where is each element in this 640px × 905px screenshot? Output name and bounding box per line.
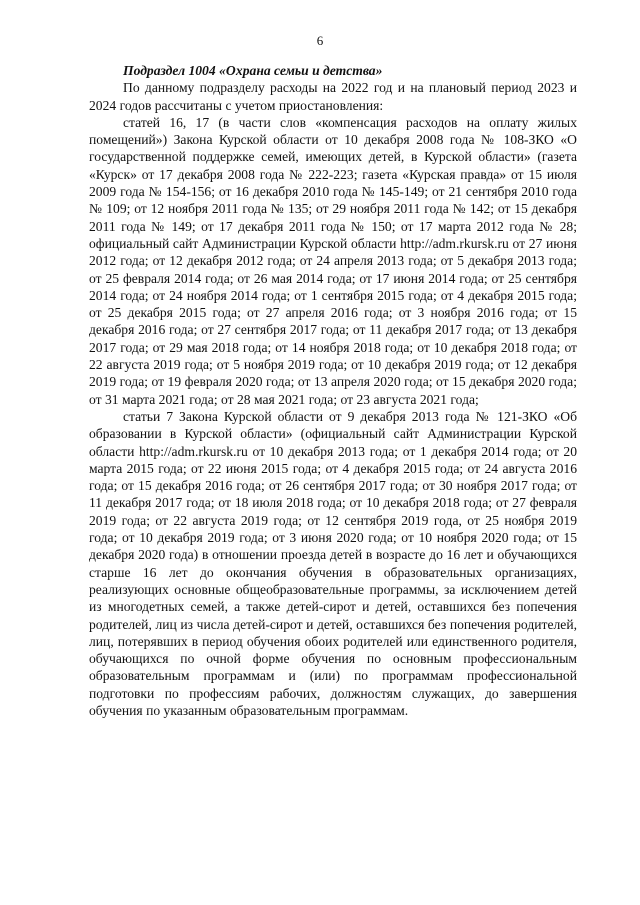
page-number: 6 [316, 33, 324, 48]
paragraph-article-7: статьи 7 Закона Курской области от 9 декабря 2013 года № 121-ЗКО «Об образовании в Курской области» (официальный сайт Администрации Курской области http://adm.rkursk.ru от 10 декабря 2013 года; от 1 декабря 2014 года; от 20 марта 2015 года; от 22 июня 2015 года; от 4 декабря 2015 года; от 24 августа 2016 года; от 15 декабря 2016 года; от 26 сентября 2017 года; от 30 ноября 2017 года; от 11 декабря 2017 года; от 18 июля 2018 года; от 10 декабря 2018 года; от 27 февраля 2019 года; от 22 августа 2019 года; от 12 сентября 2019 года, от 25 ноября 2019 года; от 10 декабря 2019 года; от 3 июня 2020 года; от 10 ноября 2020 года; от 15 декабря 2020 года) в отношении проезда детей в возрасте до 16 лет и обучающихся старше 16 лет до окончания обучения в образовательных организациях, реализующих основные общеобразовательные программы, за исключением детей из многодетных семей, а также детей-сирот и детей, оставшихся без попечения родителей, лиц из числа детей-сирот и детей, оставшихся без попечения родителей, лиц, потерявших в период обучения обоих родителей или единственного родителя, обучающихся по очной форме обучения по основным профессиональным образовательным программам и (или) по программам профессиональной подготовки по профессиям рабочих, должностям служащих, до завершения обучения по указанным образовательным программам. [89, 408, 577, 718]
paragraph-intro: По данному подразделу расходы на 2022 год и на плановый период 2023 и 2024 годов рассчитаны с учетом приостановления: [89, 80, 577, 113]
paragraph-articles-16-17: статей 16, 17 (в части слов «компенсация расходов на оплату жилых помещений») Закона Курской области от 10 декабря 2008 года № 108-ЗКО «О государственной поддержке семей, имеющих детей, в Курской области» (газета «Курск» от 17 декабря 2008 года № 222-223; газета «Курская правда» от 15 июля 2009 года № 154-156; от 16 декабря 2010 года № 145-149; от 21 сентября 2010 года № 109; от 12 ноября 2011 года № 135; от 29 ноября 2011 года № 142; от 15 декабря 2011 года № 149; от 17 декабря 2011 года № 150; от 17 марта 2012 года № 28; официальный сайт Администрации Курской области http://adm.rkursk.ru от 27 июня 2012 года; от 12 декабря 2012 года; от 24 апреля 2013 года; от 5 декабря 2013 года; от 25 февраля 2014 года; от 26 мая 2014 года; от 17 июня 2014 года; от 25 сентября 2014 года; от 24 ноября 2014 года; от 1 сентября 2015 года; от 4 декабря 2015 года; от 25 декабря 2015 года; от 27 апреля 2016 года; от 3 ноября 2016 года; от 15 декабря 2016 года; от 27 сентября 2017 года; от 11 декабря 2017 года; от 13 декабря 2017 года; от 29 мая 2018 года; от 14 ноября 2018 года; от 10 декабря 2018 года; от 22 августа 2019 года; от 5 ноября 2019 года; от 10 декабря 2019 года; от 12 декабря 2019 года; от 19 февраля 2020 года; от 13 апреля 2020 года; от 15 декабря 2020 года; от 31 марта 2021 года; от 28 мая 2021 года; от 23 августа 2021 года; [89, 114, 577, 407]
section-heading: Подраздел 1004 «Охрана семьи и детства» [123, 63, 383, 78]
document-body [89, 62, 577, 719]
